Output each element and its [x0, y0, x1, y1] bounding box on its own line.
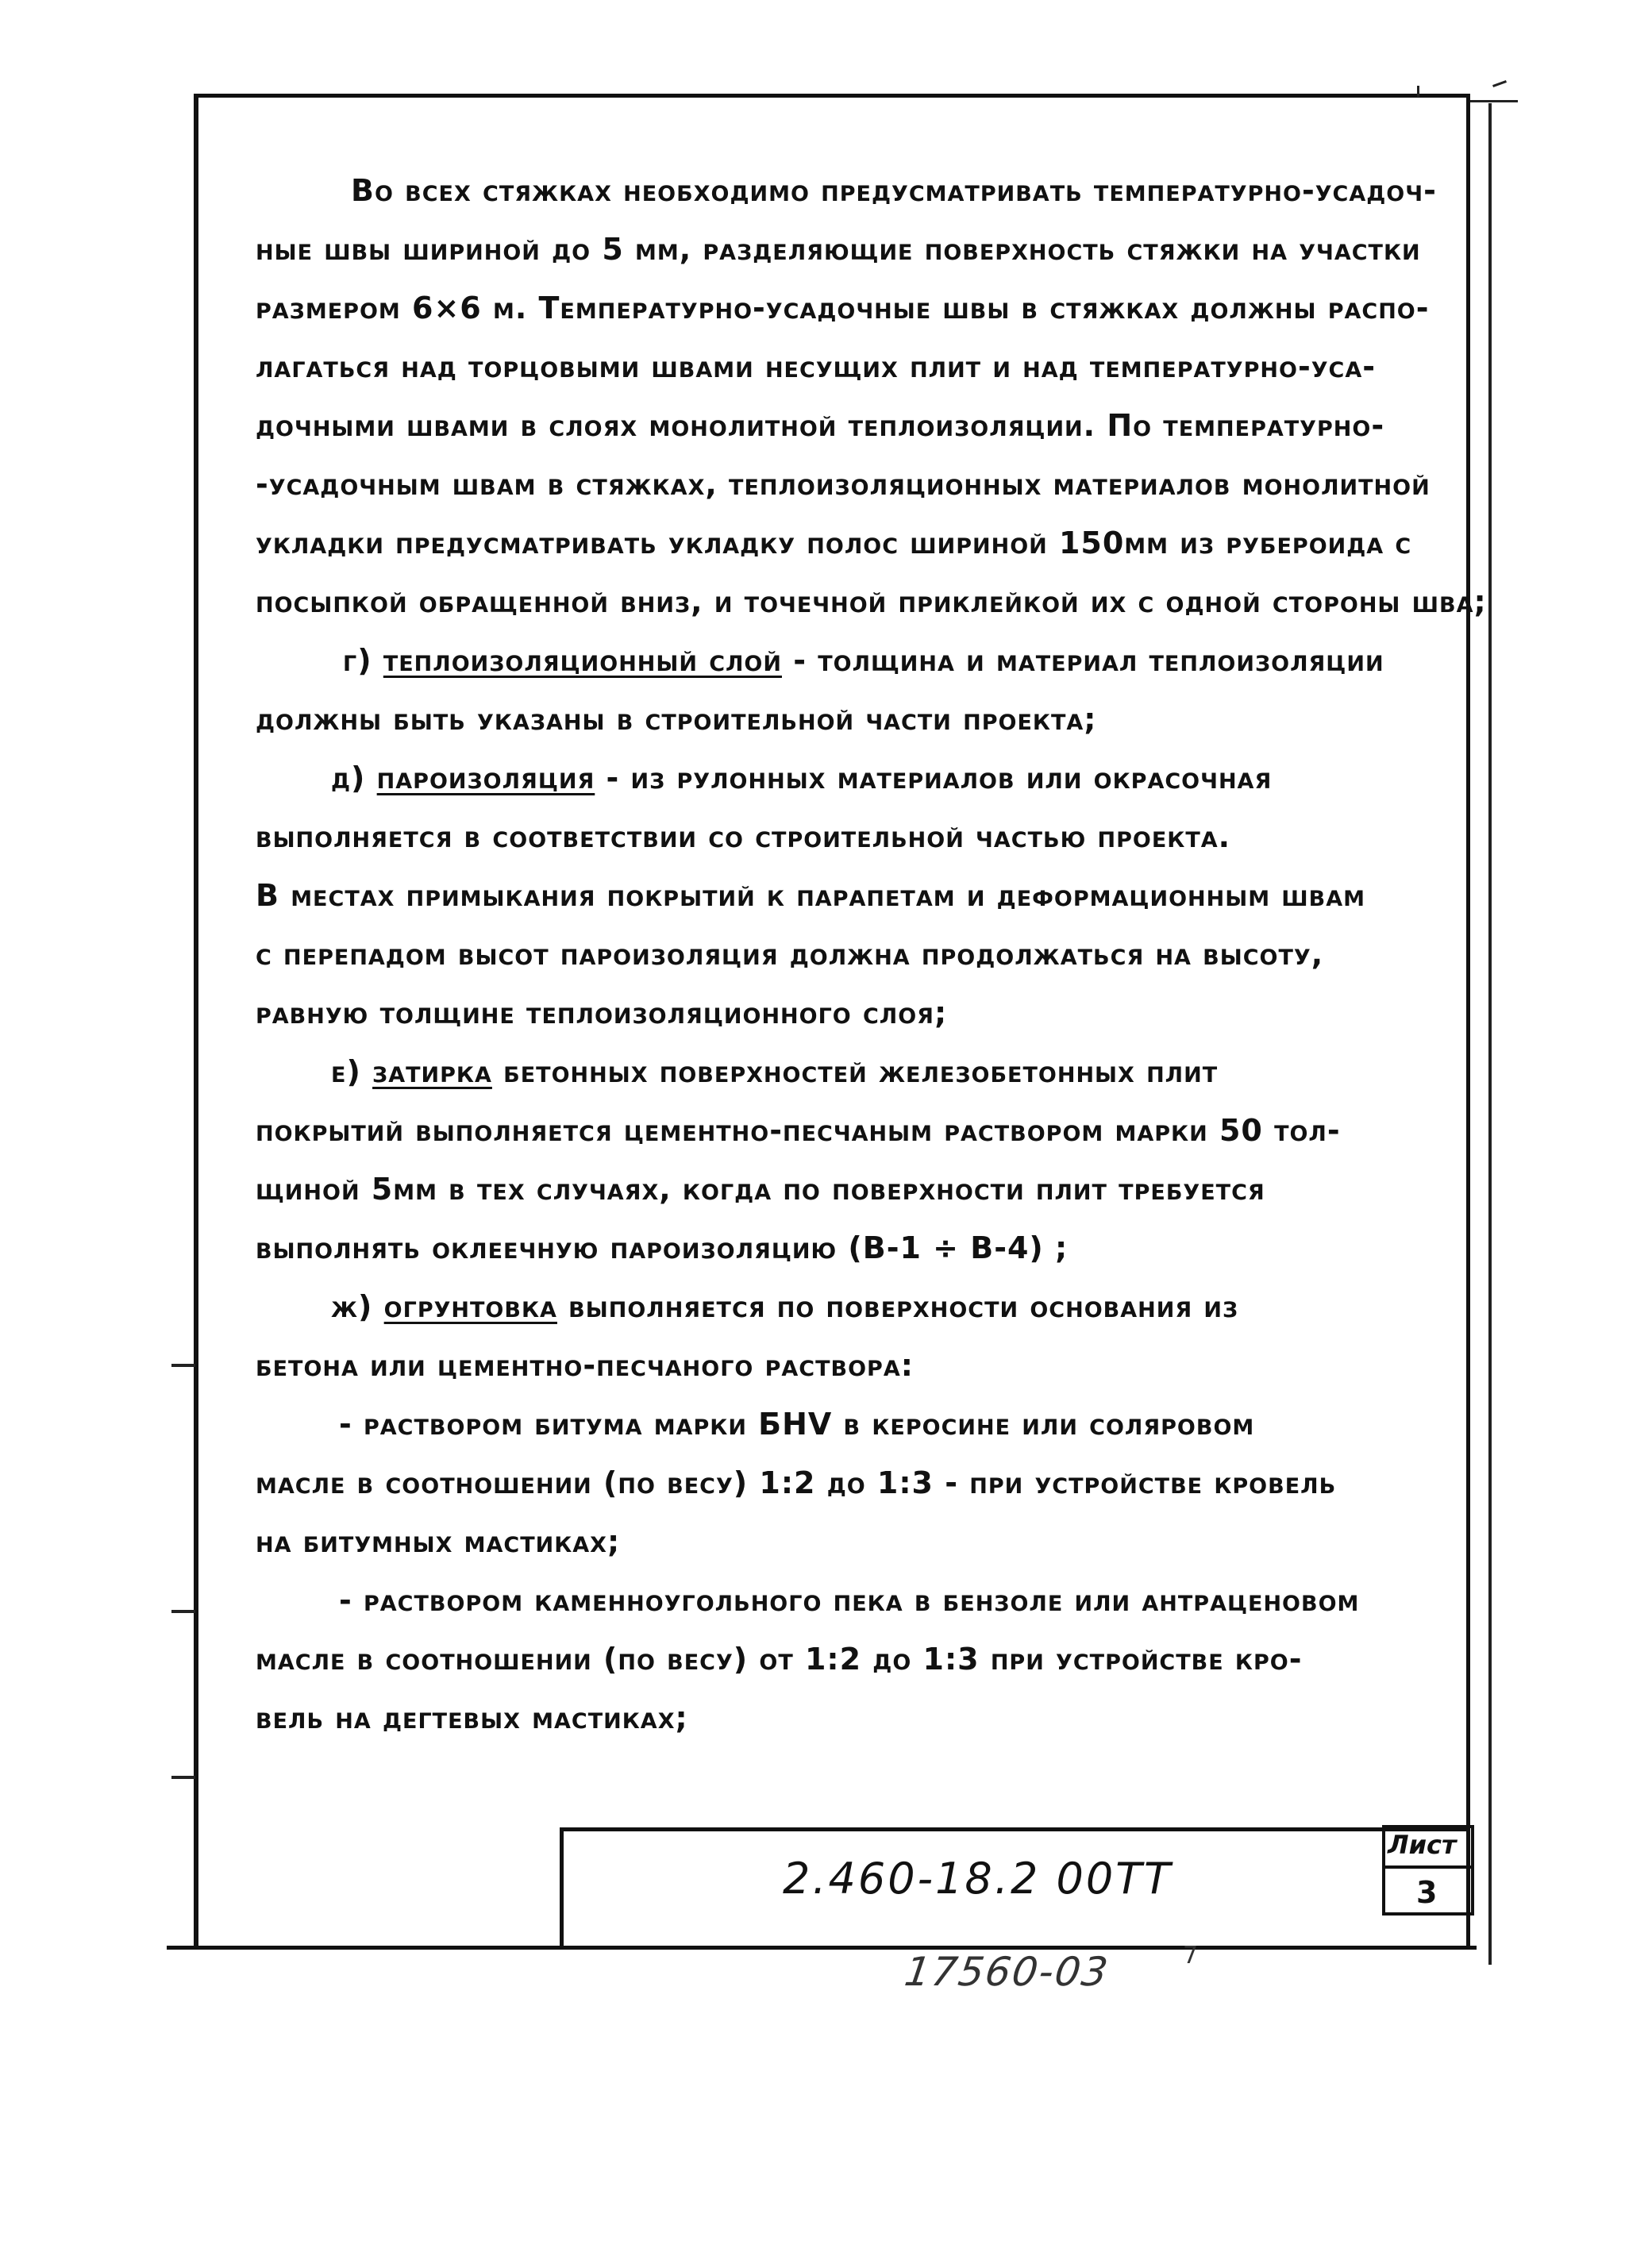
item-text: - толщина и материал теплоизоляции — [781, 643, 1384, 678]
text-line: - раствором битума марки БНV в керосине или соляровом — [339, 1407, 1255, 1442]
item-prefix: д) — [331, 760, 377, 795]
text-line: дочными швами в слоях монолитной теплоизоляции. По температурно- — [256, 408, 1385, 443]
text-line: на битумных мастиках; — [256, 1524, 621, 1559]
text-line: - раствором каменноугольного пека в бензоле или антраценовом — [339, 1583, 1360, 1618]
top-tick-mark — [1417, 86, 1419, 97]
text-line: лагаться над торцовыми швами несущих плит и над температурно-уса- — [256, 349, 1377, 384]
sheet-divider — [1382, 1865, 1474, 1869]
top-rule-extension — [1470, 100, 1518, 102]
item-text: выполняется по поверхности основания из — [556, 1289, 1239, 1324]
item-zh-line — [331, 1289, 1238, 1324]
item-text: - из рулонных материалов или окрасочная — [595, 760, 1273, 795]
text-line: ные швы шириной до 5 мм, разделяющие поверхность стяжки на участки — [256, 232, 1421, 267]
text-line: выполняется в соответствии со строительной частью проекта. — [256, 819, 1231, 854]
item-prefix: ж) — [331, 1289, 384, 1324]
binding-tick — [171, 1610, 195, 1613]
item-prefix: е) — [331, 1054, 373, 1089]
text-line: масле в соотношении (по весу) 1:2 до 1:3 - при устройстве кровель — [256, 1465, 1337, 1500]
sheet-label: Лист — [1388, 1830, 1457, 1860]
inventory-number: 17560-03 — [901, 1949, 1112, 1995]
text-line: посыпкой обращенной вниз, и точечной приклейкой их с одной стороны шва; — [256, 584, 1487, 619]
text-line: равную толщине теплоизоляционного слоя; — [256, 995, 948, 1030]
item-heading: теплоизоляционный слой — [383, 643, 782, 678]
item-d-line — [331, 760, 1272, 795]
text-line: с перепадом высот пароизоляция должна продолжаться на высоту, — [256, 937, 1324, 972]
outer-right-rule — [1488, 103, 1492, 1965]
text-line: покрытий выполняется цементно-песчаным раствором марки 50 тол- — [256, 1113, 1341, 1148]
text-line: укладки предусматривать укладку полос шириной 150мм из рубероида с — [256, 526, 1412, 560]
text-line: масле в соотношении (по весу) от 1:2 до 1:3 при устройстве кро- — [256, 1642, 1303, 1677]
binding-tick — [171, 1776, 195, 1779]
text-line: размером 6×6 м. Температурно-усадочные швы в стяжках должны распо- — [256, 291, 1430, 325]
item-heading: огрунтовка — [383, 1289, 557, 1324]
text-line: бетона или цементно-песчаного раствора: — [256, 1348, 914, 1383]
item-heading: затирка — [372, 1054, 492, 1089]
sheet-number: 3 — [1416, 1875, 1438, 1910]
item-g-line — [343, 643, 1384, 678]
text-line: В местах примыкания покрытий к парапетам и деформационным швам — [256, 878, 1365, 913]
item-e-line — [331, 1054, 1218, 1089]
item-heading: пароизоляция — [376, 760, 595, 795]
text-line: Во всех стяжках необходимо предусматривать температурно-усадоч- — [351, 173, 1437, 208]
text-line: щиной 5мм в тех случаях, когда по поверхности плит требуется — [256, 1172, 1265, 1207]
item-prefix: г) — [343, 643, 383, 678]
text-line: -усадочным швам в стяжках, теплоизоляционных материалов монолитной — [256, 467, 1431, 502]
corner-hook-mark — [1492, 80, 1507, 87]
text-line: вель на дегтевых мастиках; — [256, 1700, 688, 1735]
document-code: 2.460-18.2 00ТТ — [783, 1854, 1173, 1904]
text-line: должны быть указаны в строительной части проекта; — [256, 702, 1097, 737]
binding-tick — [171, 1364, 195, 1367]
inventory-mark: 7 — [1183, 1942, 1199, 1969]
text-line: выполнять оклеечную пароизоляцию (В-1 ÷ В-4) ; — [256, 1230, 1069, 1265]
item-text: бетонных поверхностей железобетонных плит — [491, 1054, 1219, 1089]
